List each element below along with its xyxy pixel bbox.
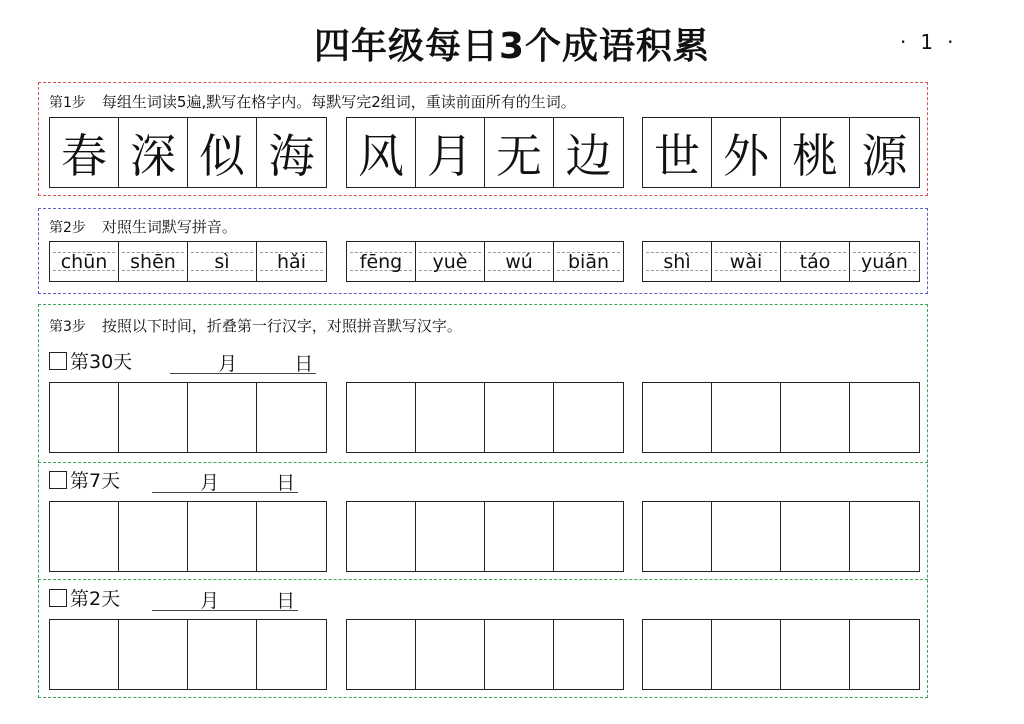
step1-number: 第1步: [49, 95, 86, 111]
hanzi-cell: 春: [50, 118, 119, 187]
blank-writing-cell[interactable]: [712, 620, 781, 689]
hanzi-cell: 桃: [781, 118, 850, 187]
pinyin-text: sì: [214, 250, 230, 273]
pinyin-cell: [416, 242, 485, 281]
pinyin-cell: [188, 242, 257, 281]
hanzi-cell: 无: [485, 118, 554, 187]
blank-writing-cell[interactable]: [119, 620, 188, 689]
pinyin-cell: [347, 242, 416, 281]
blank-writing-cell[interactable]: [554, 383, 623, 452]
blank-writing-cell[interactable]: [643, 502, 712, 571]
idiom-group-1-chars: [49, 117, 327, 188]
pinyin-cell: [554, 242, 623, 281]
hanzi-cell: 外: [712, 118, 781, 187]
review-day-label: 第7天: [70, 470, 121, 492]
step1-instruction: [49, 91, 576, 112]
hanzi-cell: 深: [119, 118, 188, 187]
pinyin-text: biān: [567, 250, 610, 273]
idiom-group-2-chars: [346, 117, 624, 188]
pinyin-text: shēn: [130, 250, 176, 273]
step2-section: [38, 208, 928, 294]
pinyin-cell: [712, 242, 781, 281]
checkbox[interactable]: [49, 589, 67, 607]
blank-writing-cell[interactable]: [347, 620, 416, 689]
pinyin-text: chūn: [60, 250, 108, 273]
blank-group: [346, 619, 624, 690]
blank-writing-cell[interactable]: [347, 502, 416, 571]
step3-section: [38, 304, 928, 698]
day-label: 日: [276, 590, 296, 612]
blank-group: [642, 501, 920, 572]
review-divider: [38, 462, 928, 463]
blank-writing-cell[interactable]: [50, 502, 119, 571]
blank-group: [49, 382, 327, 453]
pinyin-text: wài: [729, 250, 763, 273]
pinyin-cell: [485, 242, 554, 281]
page-number: ·1·: [900, 30, 968, 54]
blank-writing-cell[interactable]: [347, 383, 416, 452]
review-divider: [38, 579, 928, 580]
pinyin-text: yuè: [432, 250, 468, 273]
review-row-header: [49, 347, 316, 374]
blank-group: [346, 501, 624, 572]
pinyin-cell: [119, 242, 188, 281]
date-fill-line[interactable]: [170, 351, 316, 374]
blank-writing-cell[interactable]: [850, 502, 919, 571]
blank-writing-cell[interactable]: [257, 620, 326, 689]
blank-writing-cell[interactable]: [554, 620, 623, 689]
review-row-header: [49, 584, 298, 611]
blank-group: [49, 619, 327, 690]
month-label: 月: [218, 353, 238, 375]
idiom-group-2-pinyin: [346, 241, 624, 282]
blank-writing-cell[interactable]: [781, 502, 850, 571]
pinyin-text: táo: [799, 250, 831, 273]
month-label: 月: [200, 590, 220, 612]
blank-writing-cell[interactable]: [485, 620, 554, 689]
hanzi-cell: 世: [643, 118, 712, 187]
blank-writing-cell[interactable]: [257, 502, 326, 571]
pinyin-cell: [50, 242, 119, 281]
blank-writing-cell[interactable]: [50, 620, 119, 689]
pinyin-cell: [643, 242, 712, 281]
step2-instruction: [49, 216, 237, 237]
blank-writing-cell[interactable]: [188, 620, 257, 689]
idiom-group-3-chars: [642, 117, 920, 188]
pinyin-text: yuán: [861, 250, 908, 273]
blank-writing-cell[interactable]: [643, 383, 712, 452]
hanzi-cell: 源: [861, 128, 908, 183]
step2-number: 第2步: [49, 220, 86, 236]
month-label: 月: [200, 472, 220, 494]
review-row-header: [49, 466, 298, 493]
blank-writing-cell[interactable]: [850, 620, 919, 689]
hanzi-cell: 海: [268, 128, 315, 183]
blank-group: [642, 619, 920, 690]
blank-writing-cell[interactable]: [119, 383, 188, 452]
blank-group: [642, 382, 920, 453]
pinyin-text: fēng: [359, 250, 403, 273]
blank-writing-cell[interactable]: [416, 620, 485, 689]
idiom-group-3-pinyin: [642, 241, 920, 282]
pinyin-text: hǎi: [277, 250, 306, 273]
blank-writing-cell[interactable]: [712, 502, 781, 571]
hanzi-cell: 似: [188, 118, 257, 187]
blank-group: [49, 501, 327, 572]
pinyin-cell: [781, 242, 850, 281]
step3-text: 按照以下时间，折叠第一行汉字，对照拼音默写汉字。: [101, 317, 462, 335]
idiom-group-1-pinyin: [49, 241, 327, 282]
step1-section: [38, 82, 928, 196]
date-fill-line[interactable]: [152, 470, 298, 493]
blank-writing-cell[interactable]: [257, 383, 326, 452]
blank-writing-cell[interactable]: [712, 383, 781, 452]
day-label: 日: [294, 353, 314, 375]
checkbox[interactable]: [49, 352, 67, 370]
pinyin-cell: [850, 242, 919, 281]
blank-writing-cell[interactable]: [416, 502, 485, 571]
checkbox[interactable]: [49, 471, 67, 489]
blank-writing-cell[interactable]: [485, 383, 554, 452]
pinyin-text: shì: [663, 250, 691, 273]
step2-text: 对照生词默写拼音。: [101, 218, 237, 236]
hanzi-cell: 风: [347, 118, 416, 187]
hanzi-cell: 边: [565, 128, 612, 183]
date-fill-line[interactable]: [152, 588, 298, 611]
day-label: 日: [276, 472, 296, 494]
pinyin-cell: [257, 242, 326, 281]
blank-writing-cell[interactable]: [850, 383, 919, 452]
review-day-label: 第30天: [70, 351, 133, 373]
step3-instruction: [49, 315, 462, 336]
blank-writing-cell[interactable]: [485, 502, 554, 571]
blank-writing-cell[interactable]: [781, 383, 850, 452]
blank-writing-cell[interactable]: [188, 502, 257, 571]
blank-writing-cell[interactable]: [781, 620, 850, 689]
blank-writing-cell[interactable]: [554, 502, 623, 571]
blank-writing-cell[interactable]: [416, 383, 485, 452]
blank-group: [346, 382, 624, 453]
review-day-label: 第2天: [70, 588, 121, 610]
page-title: 四年级每日3个成语积累: [313, 26, 711, 67]
blank-writing-cell[interactable]: [119, 502, 188, 571]
hanzi-cell: 月: [416, 118, 485, 187]
pinyin-text: wú: [505, 250, 533, 273]
step1-text: 每组生词读5遍,默写在格字内。每默写完2组词，重读前面所有的生词。: [101, 93, 576, 111]
blank-writing-cell[interactable]: [188, 383, 257, 452]
step3-number: 第3步: [49, 319, 86, 335]
blank-writing-cell[interactable]: [50, 383, 119, 452]
blank-writing-cell[interactable]: [643, 620, 712, 689]
